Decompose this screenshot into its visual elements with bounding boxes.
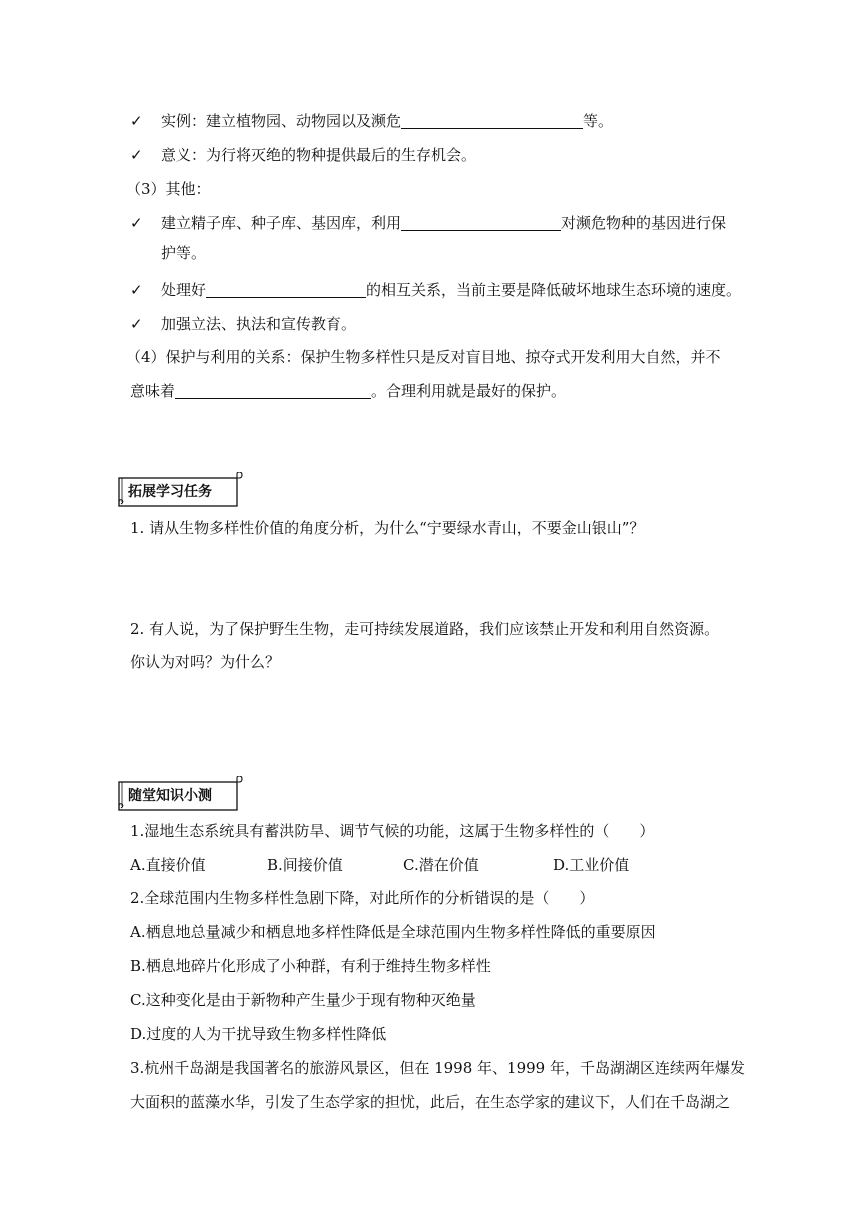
relation-text: 意味着 — [130, 382, 176, 400]
fill-blank[interactable] — [175, 382, 371, 399]
extended-q2-line1: 2. 有人说，为了保护野生生物，走可持续发展道路，我们应该禁止开发和利用自然资源。 — [130, 620, 720, 638]
quiz-title: 随堂知识小测 — [128, 788, 212, 804]
item2-suffix: 的相互关系，当前主要是降低破坏地球生态环境的速度。 — [366, 281, 742, 299]
quiz-q2-option-d[interactable]: D.过度的人为干扰导致生物多样性降低 — [130, 1025, 387, 1043]
example-line — [161, 110, 613, 132]
relation-line2 — [130, 380, 566, 402]
quiz-q1-option-a[interactable]: A.直接价值 — [130, 856, 206, 874]
quiz-q2-option-b[interactable]: B.栖息地碎片化形成了小种群，有利于维持生物多样性 — [130, 957, 491, 975]
check-icon: ✓ — [130, 214, 143, 232]
others-heading: （3）其他： — [126, 180, 211, 198]
quiz-q3-line1: 3.杭州千岛湖是我国著名的旅游风景区，但在 1998 年、1999 年，千岛湖湖区连续两年爆发 — [130, 1059, 745, 1077]
item1-suffix: 对濒危物种的基因进行保 — [561, 214, 727, 232]
item2-text: 处理好 — [161, 281, 207, 299]
relation-line1: （4）保护与利用的关系：保护生物多样性只是反对盲目地、掠夺式开发利用大自然，并不 — [126, 348, 721, 366]
check-icon: ✓ — [130, 112, 143, 130]
quiz-q3-line2: 大面积的蓝藻水华，引发了生态学家的担忧，此后，在生态学家的建议下，人们在千岛湖之 — [130, 1093, 731, 1111]
others-item1 — [161, 212, 726, 234]
extended-banner — [118, 472, 243, 508]
quiz-q1-option-d[interactable]: D.工业价值 — [553, 856, 630, 874]
quiz-q2-option-a[interactable]: A.栖息地总量减少和栖息地多样性降低是全球范围内生物多样性降低的重要原因 — [130, 923, 656, 941]
fill-blank[interactable] — [206, 281, 366, 298]
meaning-line: 意义：为行将灭绝的物种提供最后的生存机会。 — [161, 146, 477, 164]
others-item3: 加强立法、执法和宣传教育。 — [161, 315, 357, 333]
quiz-banner — [118, 776, 243, 812]
quiz-q1: 1.湿地生态系统具有蓄洪防旱、调节气候的功能，这属于生物多样性的（ ） — [130, 822, 655, 840]
fill-blank[interactable] — [401, 112, 583, 129]
item1-text: 建立精子库、种子库、基因库，利用 — [161, 214, 402, 232]
check-icon: ✓ — [130, 315, 143, 333]
example-text: 实例：建立植物园、动物园以及濒危 — [161, 112, 402, 130]
extended-title: 拓展学习任务 — [128, 484, 212, 500]
quiz-q1-option-b[interactable]: B.间接价值 — [267, 856, 343, 874]
relation-suffix: 。合理利用就是最好的保护。 — [371, 382, 567, 400]
others-item1-cont: 护等。 — [161, 244, 207, 262]
others-item2 — [161, 279, 741, 301]
quiz-q2-option-c[interactable]: C.这种变化是由于新物种产生量少于现有物种灭绝量 — [130, 991, 476, 1009]
extended-q1: 1. 请从生物多样性价值的角度分析，为什么“宁要绿水青山，不要金山银山”？ — [130, 519, 645, 537]
fill-blank[interactable] — [401, 214, 561, 231]
check-icon: ✓ — [130, 146, 143, 164]
quiz-q2: 2.全球范围内生物多样性急剧下降，对此所作的分析错误的是（ ） — [130, 889, 595, 907]
check-icon: ✓ — [130, 281, 143, 299]
extended-q2-line2: 你认为对吗？为什么？ — [130, 653, 281, 671]
example-suffix: 等。 — [583, 112, 614, 130]
quiz-q1-option-c[interactable]: C.潜在价值 — [403, 856, 479, 874]
